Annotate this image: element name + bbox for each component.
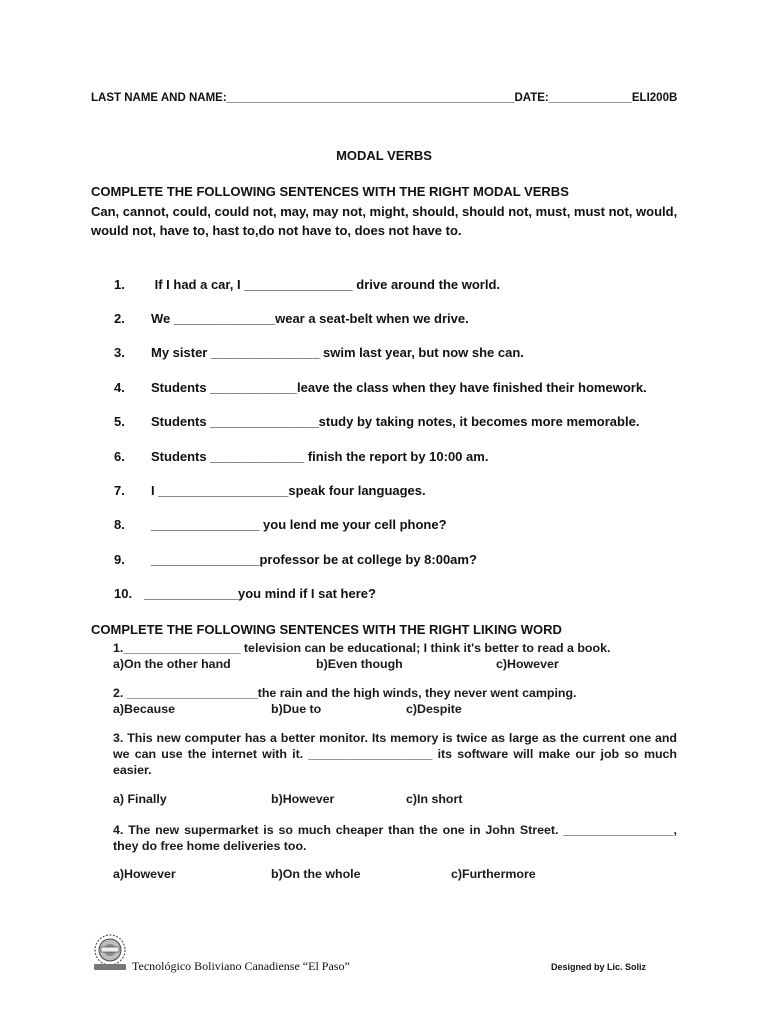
school-logo-icon <box>88 933 132 973</box>
linking-q1-option-b: b)Even though <box>316 657 403 671</box>
exercise-item-8 <box>114 517 447 532</box>
exercise-item-10 <box>114 586 376 601</box>
exercise-item-1 <box>114 277 500 292</box>
linking-q4-option-c: c)Furthermore <box>451 867 536 881</box>
section1-heading: COMPLETE THE FOLLOWING SENTENCES WITH THE RIGHT MODAL VERBS <box>91 184 569 199</box>
item-text: Students _____________ finish the report by 10:00 am. <box>151 449 489 464</box>
item-text: _______________ you lend me your cell phone? <box>151 517 447 532</box>
item-number: 4. <box>114 380 125 395</box>
item-text: _____________you mind if I sat here? <box>144 586 376 601</box>
section2-heading: COMPLETE THE FOLLOWING SENTENCES WITH THE RIGHT LIKING WORD <box>91 622 562 637</box>
item-number: 7. <box>114 483 125 498</box>
item-number: 3. <box>114 345 125 360</box>
linking-q4-text: 4. The new supermarket is so much cheaper than the one in John Street. ________________, they do free home deliveries too. <box>113 823 677 853</box>
page-title: MODAL VERBS <box>336 148 432 163</box>
linking-q3-option-b: b)However <box>271 792 335 806</box>
exercise-item-3 <box>114 345 524 360</box>
exercise-item-7 <box>114 483 426 498</box>
item-text: If I had a car, I _______________ drive around the world. <box>151 277 501 292</box>
item-text: Students _______________study by taking notes, it becomes more memorable. <box>151 414 640 429</box>
linking-q2-option-c: c)Despite <box>406 702 462 716</box>
exercise-item-9 <box>114 552 477 567</box>
modal-wordlist-line2: would not, have to, hast to,do not have to, does not have to. <box>91 223 462 238</box>
exercise-item-5 <box>114 414 639 429</box>
linking-q1-option-a: a)On the other hand <box>113 657 231 671</box>
item-number: 2. <box>114 311 125 326</box>
linking-q1-text: 1._________________ television can be educational; I think it's better to read a book. <box>113 641 611 655</box>
item-text: _______________professor be at college by 8:00am? <box>151 552 477 567</box>
linking-q2-option-b: b)Due to <box>271 702 322 716</box>
item-text: I __________________speak four languages. <box>151 483 426 498</box>
linking-q3-option-a: a) Finally <box>113 792 167 806</box>
exercise-item-2 <box>114 311 469 326</box>
item-number: 5. <box>114 414 125 429</box>
item-number: 1. <box>114 277 125 292</box>
linking-q2-text: 2. ___________________the rain and the high winds, they never went camping. <box>113 686 577 700</box>
item-text: Students ____________leave the class when they have finished their homework. <box>151 380 647 395</box>
modal-wordlist-line1: Can, cannot, could, could not, may, may not, might, should, should not, must, must not, would, <box>91 204 678 219</box>
linking-q3-text: 3. This new computer has a better monitor. Its memory is twice as large as the current one and we can use the internet with it. __________________ its software will make our job so much easier. <box>113 731 677 777</box>
school-name: Tecnológico Boliviano Canadiense “El Paso” <box>132 959 350 973</box>
item-number: 9. <box>114 552 125 567</box>
item-number: 6. <box>114 449 125 464</box>
linking-q1-option-c: c)However <box>496 657 559 671</box>
item-number: 10. <box>114 586 133 601</box>
item-number: 8. <box>114 517 125 532</box>
linking-q3-option-c: c)In short <box>406 792 463 806</box>
item-text: My sister _______________ swim last year, but now she can. <box>151 345 524 360</box>
linking-q4-option-a: a)However <box>113 867 176 881</box>
exercise-item-6 <box>114 449 488 464</box>
linking-q4-option-b: b)On the whole <box>271 867 361 881</box>
designer-credit: Designed by Lic. Soliz <box>551 962 647 972</box>
linking-q2-option-a: a)Because <box>113 702 175 716</box>
name-date-header: LAST NAME AND NAME:_____________________________________________DATE:_____________ELI200B <box>91 92 678 104</box>
item-text: We ______________wear a seat-belt when we drive. <box>151 311 469 326</box>
exercise-item-4 <box>114 380 647 395</box>
